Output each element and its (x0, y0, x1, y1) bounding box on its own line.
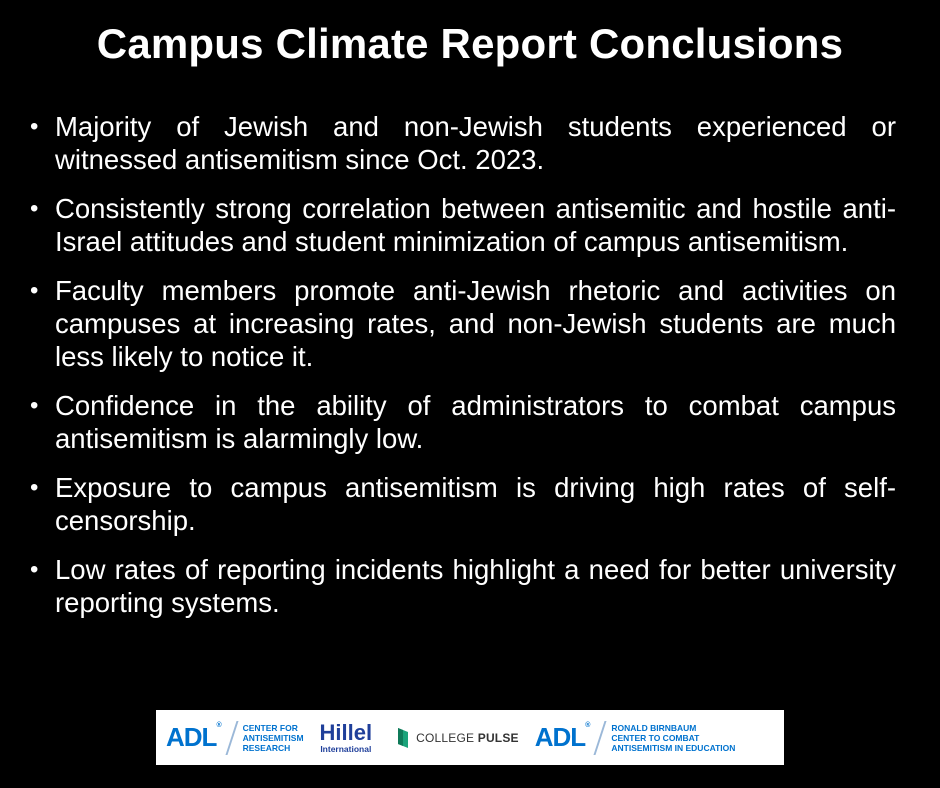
ronald-birnbaum-center-text: RONALD BIRNBAUM CENTER TO COMBAT ANTISEMITISM IN EDUCATION (611, 722, 736, 753)
bullet-icon: • (30, 277, 39, 304)
bullet-text: Majority of Jewish and non-Jewish students experienced or witnessed antisemitism since Oct. 2023. (55, 111, 896, 175)
bullet-text: Faculty members promote anti-Jewish rhetoric and activities on campuses at increasing rates, and non-Jewish students are much less likely to notice it. (55, 275, 896, 372)
college-pulse-logo: COLLEGE PULSE (416, 730, 519, 745)
divider-slash-2 (594, 721, 607, 755)
page-title: Campus Climate Report Conclusions (96, 20, 844, 67)
hillel-logo: Hillel International (319, 719, 373, 754)
bullet-icon: • (30, 556, 39, 583)
list-item (30, 110, 896, 176)
bullet-text: Low rates of reporting incidents highlight a need for better university reporting systems. (55, 554, 896, 618)
bullet-text: Consistently strong correlation between antisemitic and hostile anti-Israel attitudes and student minimization of campus antisemitism. (55, 193, 896, 257)
bullet-icon: • (30, 195, 39, 222)
list-item (30, 471, 896, 537)
divider-slash (225, 721, 238, 755)
bullet-text: Confidence in the ability of administrators to combat campus antisemitism is alarmingly low. (55, 390, 896, 454)
bullet-icon: • (30, 474, 39, 501)
college-pulse-icon (396, 726, 410, 750)
adl-logo: ADL® (166, 722, 221, 752)
bullet-text: Exposure to campus antisemitism is driving high rates of self-censorship. (55, 472, 896, 536)
bullet-icon: • (30, 392, 39, 419)
adl-logo-2: ADL® (534, 722, 590, 752)
list-item (30, 192, 896, 258)
bullet-icon: • (30, 113, 39, 140)
list-item (30, 389, 896, 455)
list-item (30, 553, 896, 619)
partner-logos-strip (156, 710, 784, 765)
list-item (30, 274, 896, 373)
conclusions-list (30, 110, 896, 635)
adl-center-for-antisemitism-research-text: CENTER FOR ANTISEMITISM RESEARCH (242, 722, 304, 753)
